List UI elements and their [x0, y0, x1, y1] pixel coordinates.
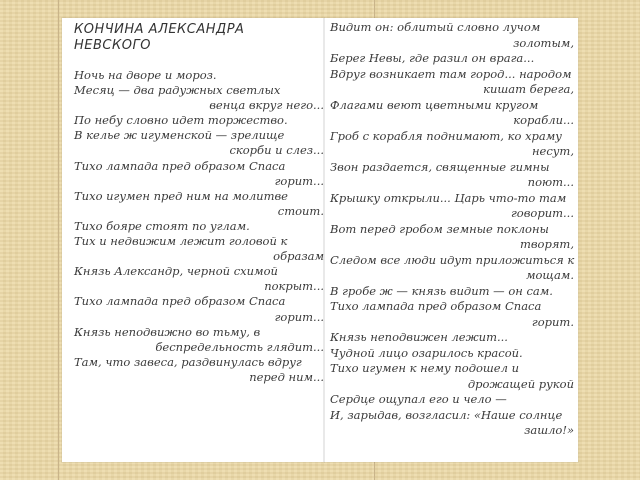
background-fold-line-left [58, 0, 59, 480]
poem-line: Князь неподвижно во тьму, в [74, 324, 261, 339]
poem-line: Князь неподвижен лежит... [330, 330, 508, 344]
poem-lines-right [330, 20, 574, 439]
poem-title [74, 22, 324, 54]
poem-line: Видит он: облитый словно лучом [330, 20, 541, 34]
poem-line: И, зарыдав, возгласил: «Наше солнце [330, 407, 563, 422]
poem-line: золотым, [513, 35, 574, 50]
poem-line: зашло!» [524, 423, 574, 437]
poem-line: скорби и слез... [229, 143, 324, 158]
poem-line: Вдруг возникает там город... народом [330, 66, 572, 81]
poem-line: Следом все люди идут приложиться к [330, 252, 575, 267]
poem-line: Тихо лампада пред образом Спаса [330, 299, 542, 313]
poem-column-left [74, 22, 324, 385]
poem-line: Тихо лампада пред образом Спаса [74, 158, 286, 173]
poem-line: покрыт... [264, 279, 324, 294]
poem-line: Вот перед гробом земные поклоны [330, 221, 549, 236]
poem-line: Флагами веют цветными кругом [330, 97, 539, 112]
poem-line: Месяц — два радужных светлых [74, 83, 281, 98]
poem-line: Крышку открыли... Царь что-то там [330, 190, 567, 205]
poem-lines-left [74, 68, 324, 385]
poem-line: говорит... [511, 206, 574, 220]
poem-line: Тих и недвижим лежит головой к [74, 234, 288, 249]
poem-line: Тихо лампада пред образом Спаса [74, 294, 286, 309]
poem-line: Князь Александр, черной схимой [74, 264, 278, 279]
poem-line: стоит. [277, 203, 324, 218]
poem-line: горит... [274, 309, 324, 324]
poem-line: Тихо бояре стоят по углам. [74, 218, 250, 233]
poem-line: мощам. [525, 268, 574, 282]
poem-line: кишат берега, [483, 82, 574, 96]
poem-line: В гробе ж — князь видит — он сам. [330, 283, 553, 298]
poem-line: горит. [531, 314, 574, 329]
poem-line: Гроб с корабля поднимают, ко храму [330, 128, 562, 143]
poem-line: Ночь на дворе и мороз. [74, 68, 217, 82]
poem-column-right [330, 20, 574, 439]
poem-line: беспредельность глядит... [155, 339, 324, 354]
poem-line: Звон раздается, священные гимны [330, 159, 550, 174]
poem-line: дрожащей рукой [467, 376, 574, 391]
poem-line: Тихо игумен пред ним на молитве [74, 188, 288, 203]
poem-line: Там, что завеса, раздвинулась вдруг [74, 354, 302, 369]
poem-line: венца вкруг него... [209, 98, 324, 113]
poem-line: Сердце ощупал его и чело — [330, 392, 507, 406]
poem-line: поют... [527, 175, 574, 189]
poem-line: Чудной лицо озарилось красой. [330, 345, 523, 360]
poem-line: горит... [274, 173, 324, 188]
poem-title-line: НЕВСКОГО [74, 38, 151, 53]
poem-line: Берег Невы, где разил он врага... [330, 51, 535, 65]
poem-line: Тихо игумен к нему подошел и [330, 361, 519, 375]
poem-line: образам [273, 249, 324, 264]
poem-line: В келье ж игуменской — зрелище [74, 128, 285, 143]
poem-line: перед ним... [249, 369, 324, 384]
poem-line: корабли... [513, 113, 574, 127]
poem-title-line: КОНЧИНА АЛЕКСАНДРА [74, 22, 245, 37]
poem-line: несут, [531, 144, 574, 158]
poem-line: творят, [519, 237, 574, 251]
poem-line: По небу словно идет торжество. [74, 113, 288, 128]
